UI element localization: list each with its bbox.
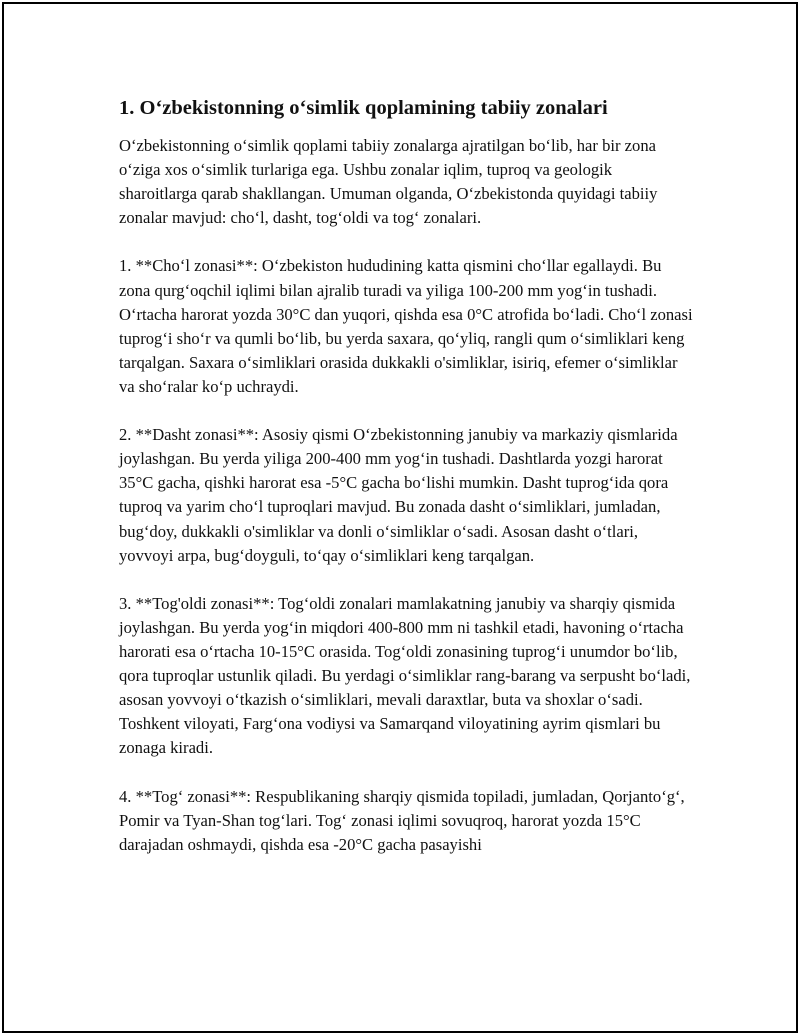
desert-zone-paragraph: 1. **Cho‘l zonasi**: O‘zbekiston hududining katta qismini cho‘llar egallaydi. Bu zona qurg‘oqchil iqlimi bilan ajralib turadi va yiliga 100-200 mm yog‘in tushadi. O‘rtacha harorat yozda 30°C dan yuqori, qishda esa 0°C atrofida bo‘ladi. Cho‘l zonasi tuprog‘i sho‘r va qumli bo‘lib, bu yerda saxara, qo‘yliq, rangli qum o‘simliklari keng tarqalgan. Saxara o‘simliklari orasida dukkakli o'simliklar, isiriq, efemer o‘simliklar va sho‘ralar ko‘p uchraydi. [119, 256, 693, 396]
foothill-zone-paragraph: 3. **Tog'oldi zonasi**: Tog‘oldi zonalari mamlakatning janubiy va sharqiy qismida joylashgan. Bu yerda yog‘in miqdori 400-800 mm ni tashkil etadi, havoning o‘rtacha harorati esa o‘rtacha 10-15°C orasida. Tog‘oldi zonasining tuprog‘i unumdor bo‘lib, qora tuproqlar ustunlik qiladi. Bu yerdagi o‘simliklar rang-barang va serpusht bo‘ladi, asosan yovvoyi o‘tkazish o‘simliklari, mevali daraxtlar, buta va shoxlar o‘sadi. Toshkent viloyati, Farg‘ona vodiysi va Samarqand viloyatining ayrim qismlari bu zonaga kiradi. [119, 593, 691, 758]
mountain-zone-paragraph: 4. **Tog‘ zonasi**: Respublikaning sharqiy qismida topiladi, jumladan, Qorjanto‘g‘, Pomir va Tyan-Shan tog‘lari. Tog‘ zonasi iqlimi sovuqroq, harorat yozda 15°C darajadan oshmaydi, qishda esa -20°C gacha pasayishi [119, 786, 685, 854]
section-heading: 1. O‘zbekistonning o‘simlik qoplamining tabiiy zonalari [119, 97, 608, 119]
intro-paragraph: O‘zbekistonning o‘simlik qoplami tabiiy zonalarga ajratilgan bo‘lib, har bir zona o‘ziga xos o‘simlik turlariga ega. Ushbu zonalar iqlim, tuproq va geologik sharoitlarga qarab shakllangan. Umuman olganda, O‘zbekistonda quyidagi tabiiy zonalar mavjud: cho‘l, dasht, tog‘oldi va tog‘ zonalari. [119, 136, 658, 228]
document-body [119, 95, 694, 881]
document-page [2, 2, 798, 1033]
steppe-zone-paragraph: 2. **Dasht zonasi**: Asosiy qismi O‘zbekistonning janubiy va markaziy qismlarida joylashgan. Bu yerda yiliga 200-400 mm yog‘in tushadi. Dashtlarda yozgi harorat 35°C gacha, qishki harorat esa -5°C gacha bo‘lishi mumkin. Dasht tuprog‘ida qora tuproq va yarim cho‘l tuproqlari mavjud. Bu zonada dasht o‘simliklari, jumladan, bug‘doy, dukkakli o'simliklar va donli o‘simliklar o‘sadi. Asosan dasht o‘tlari, yovvoyi arpa, bug‘doyguli, to‘qay o‘simliklari keng tarqalgan. [119, 425, 678, 565]
